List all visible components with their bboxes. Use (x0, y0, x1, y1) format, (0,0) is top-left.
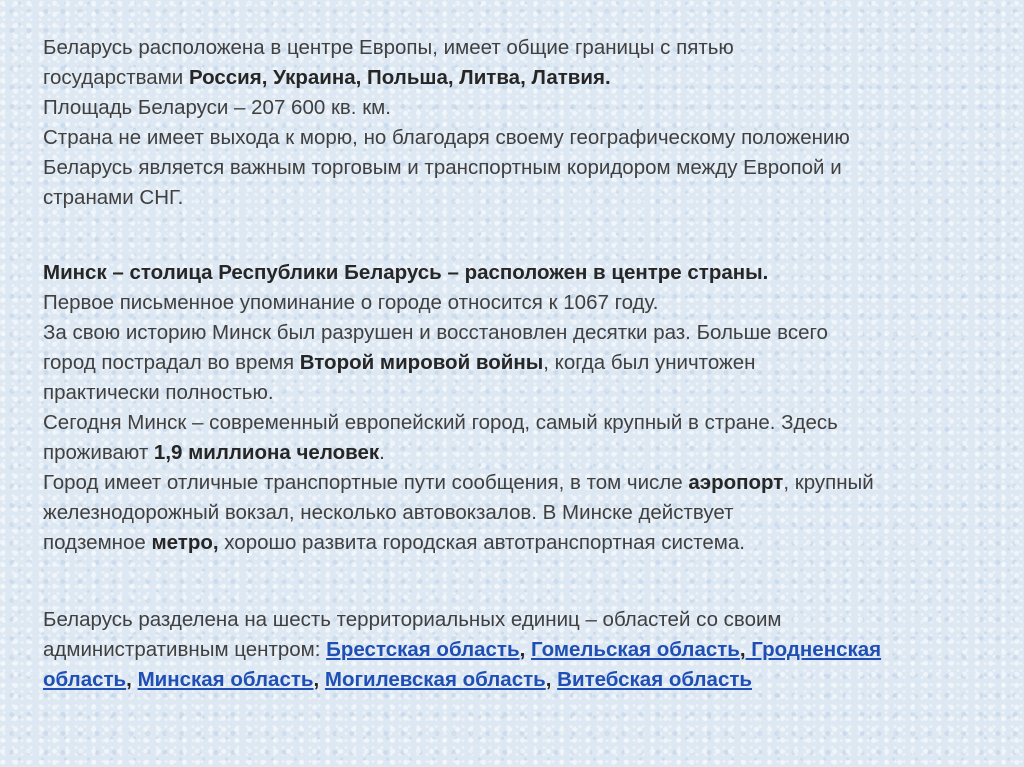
text-line (43, 498, 983, 528)
text: подземное (43, 531, 152, 554)
text-line (43, 635, 983, 665)
text-line (43, 318, 983, 348)
paragraph-geography (43, 33, 983, 213)
link-grodno-region-cont[interactable]: область (43, 668, 127, 691)
link-vitebsk-region[interactable]: Витебская область (557, 668, 752, 691)
text: проживают (43, 441, 154, 464)
text-line (43, 258, 983, 288)
text: Сегодня Минск – современный европейский город, самый крупный в стране. Здесь (43, 411, 838, 434)
text-line (43, 438, 983, 468)
text-line (43, 183, 983, 213)
text-line (43, 123, 983, 153)
text: государствами (43, 66, 189, 89)
text: . (379, 441, 385, 464)
text: Город имеет отличные транспортные пути сообщения, в том числе (43, 471, 689, 494)
text: За свою историю Минск был разрушен и восстановлен десятки раз. Больше всего (43, 321, 828, 344)
link-minsk-region[interactable]: Минская область (137, 668, 314, 691)
paragraph-minsk (43, 258, 983, 558)
link-brest-region[interactable]: Брестская область (326, 638, 520, 661)
text-line (43, 408, 983, 438)
separator: , (313, 668, 320, 691)
minsk-heading: Минск – столица Республики Беларусь – расположен в центре страны. (43, 261, 769, 284)
text-line (43, 63, 983, 93)
separator: , (519, 638, 526, 661)
area-text: Площадь Беларуси – 207 600 кв. км. (43, 96, 391, 119)
text-line (43, 468, 983, 498)
text: практически полностью. (43, 381, 274, 404)
text: , когда был уничтожен (543, 351, 756, 374)
neighbor-countries: Россия, Украина, Польша, Литва, Латвия. (188, 66, 611, 89)
text-line (43, 378, 983, 408)
text: Первое письменное упоминание о городе относится к 1067 году. (43, 291, 659, 314)
population-text: 1,9 миллиона человек (153, 441, 380, 464)
text: город пострадал во время (43, 351, 300, 374)
text-line (43, 528, 983, 558)
text: административным центром: (43, 638, 327, 661)
text: Беларусь разделена на шесть территориальных единиц – областей со своим (43, 608, 782, 631)
text: Беларусь расположена в центре Европы, имеет общие границы с пятью (43, 36, 734, 59)
bold-text: Второй мировой войны (299, 351, 544, 374)
text: железнодорожный вокзал, несколько автовокзалов. В Минске действует (43, 501, 734, 524)
text-line (43, 93, 983, 123)
link-mogilev-region[interactable]: Могилевская область (324, 668, 546, 691)
text-line (43, 605, 983, 635)
bold-text: аэропорт (688, 471, 784, 494)
paragraph-regions (43, 605, 983, 695)
bold-text: метро, (151, 531, 219, 554)
text-line (43, 665, 983, 695)
separator: , (739, 638, 746, 661)
separator: , (545, 668, 552, 691)
text: Беларусь является важным торговым и транспортным коридором между Европой и (43, 156, 842, 179)
text-line (43, 288, 983, 318)
text-line (43, 153, 983, 183)
text: Страна не имеет выхода к морю, но благодаря своему географическому положению (43, 126, 850, 149)
separator: , (126, 668, 132, 691)
link-grodno-region[interactable]: Гродненская (745, 638, 882, 661)
text: хорошо развита городская автотранспортная система. (218, 531, 745, 554)
text: , крупный (783, 471, 874, 494)
text: странами СНГ. (43, 186, 184, 209)
text-line (43, 348, 983, 378)
text-line (43, 33, 983, 63)
link-gomel-region[interactable]: Гомельская область (530, 638, 740, 661)
